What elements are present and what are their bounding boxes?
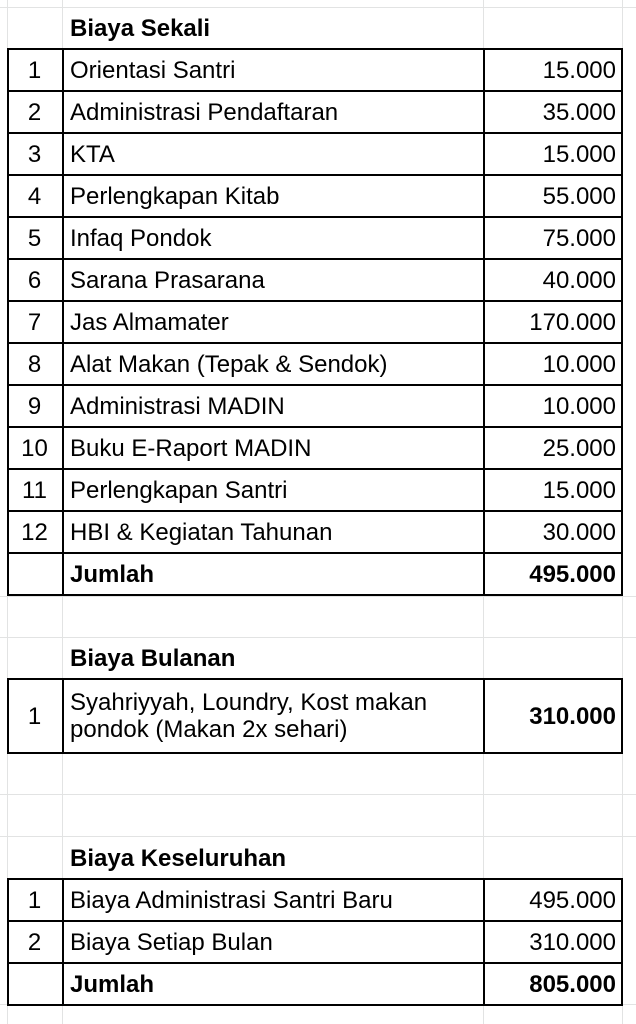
total-amount: 495.000 (529, 560, 616, 588)
row-number: 7 (27, 308, 42, 336)
item-label: HBI & Kegiatan Tahunan (70, 518, 333, 546)
total-label: Jumlah (70, 970, 155, 998)
item-label: Jas Almamater (70, 308, 229, 336)
item-amount: 170.000 (529, 308, 616, 336)
section-title-keseluruhan: Biaya Keseluruhan (70, 844, 287, 872)
item-amount: 75.000 (542, 224, 616, 252)
item-label: Alat Makan (Tepak & Sendok) (70, 350, 388, 378)
section-title-sekali: Biaya Sekali (70, 14, 211, 42)
item-label: Administrasi Pendaftaran (70, 98, 339, 126)
item-label: Sarana Prasarana (70, 266, 265, 294)
row-number: 1 (27, 56, 42, 84)
row-number: 2 (27, 98, 42, 126)
row-number: 6 (27, 266, 42, 294)
row-number: 10 (21, 434, 48, 462)
item-amount: 55.000 (542, 182, 616, 210)
row-number: 9 (27, 392, 42, 420)
row-number: 11 (22, 476, 47, 504)
item-label: Buku E-Raport MADIN (70, 434, 312, 462)
item-amount: 15.000 (542, 140, 616, 168)
item-amount: 310.000 (529, 928, 616, 956)
row-number: 12 (21, 518, 48, 546)
item-label: Syahriyyah, Loundry, Kost makan pondok (Makan 2x sehari) (70, 689, 428, 743)
item-amount: 30.000 (542, 518, 616, 546)
grid-row-line (0, 836, 636, 837)
row-number: 8 (27, 350, 42, 378)
item-amount: 15.000 (542, 476, 616, 504)
total-amount: 805.000 (529, 970, 616, 998)
section-title-bulanan: Biaya Bulanan (70, 644, 236, 672)
row-number: 4 (27, 182, 42, 210)
total-label: Jumlah (70, 560, 155, 588)
item-label: Biaya Setiap Bulan (70, 928, 273, 956)
row-number: 1 (27, 702, 42, 730)
item-label: Orientasi Santri (70, 56, 236, 84)
item-label: Perlengkapan Kitab (70, 182, 280, 210)
item-amount: 40.000 (542, 266, 616, 294)
item-amount: 15.000 (542, 56, 616, 84)
item-amount: 25.000 (542, 434, 616, 462)
item-label: Infaq Pondok (70, 224, 212, 252)
item-label: Biaya Administrasi Santri Baru (70, 886, 393, 914)
item-label: Administrasi MADIN (70, 392, 285, 420)
item-amount: 310.000 (529, 702, 616, 730)
row-number: 3 (27, 140, 42, 168)
row-number: 5 (27, 224, 42, 252)
item-amount: 35.000 (542, 98, 616, 126)
grid-row-line (0, 794, 636, 795)
item-amount: 495.000 (529, 886, 616, 914)
grid-row-line (0, 596, 636, 597)
row-number: 1 (27, 886, 42, 914)
item-amount: 10.000 (542, 392, 616, 420)
item-label: KTA (70, 140, 115, 168)
item-label: Perlengkapan Santri (70, 476, 288, 504)
item-amount: 10.000 (542, 350, 616, 378)
row-number: 2 (27, 928, 42, 956)
